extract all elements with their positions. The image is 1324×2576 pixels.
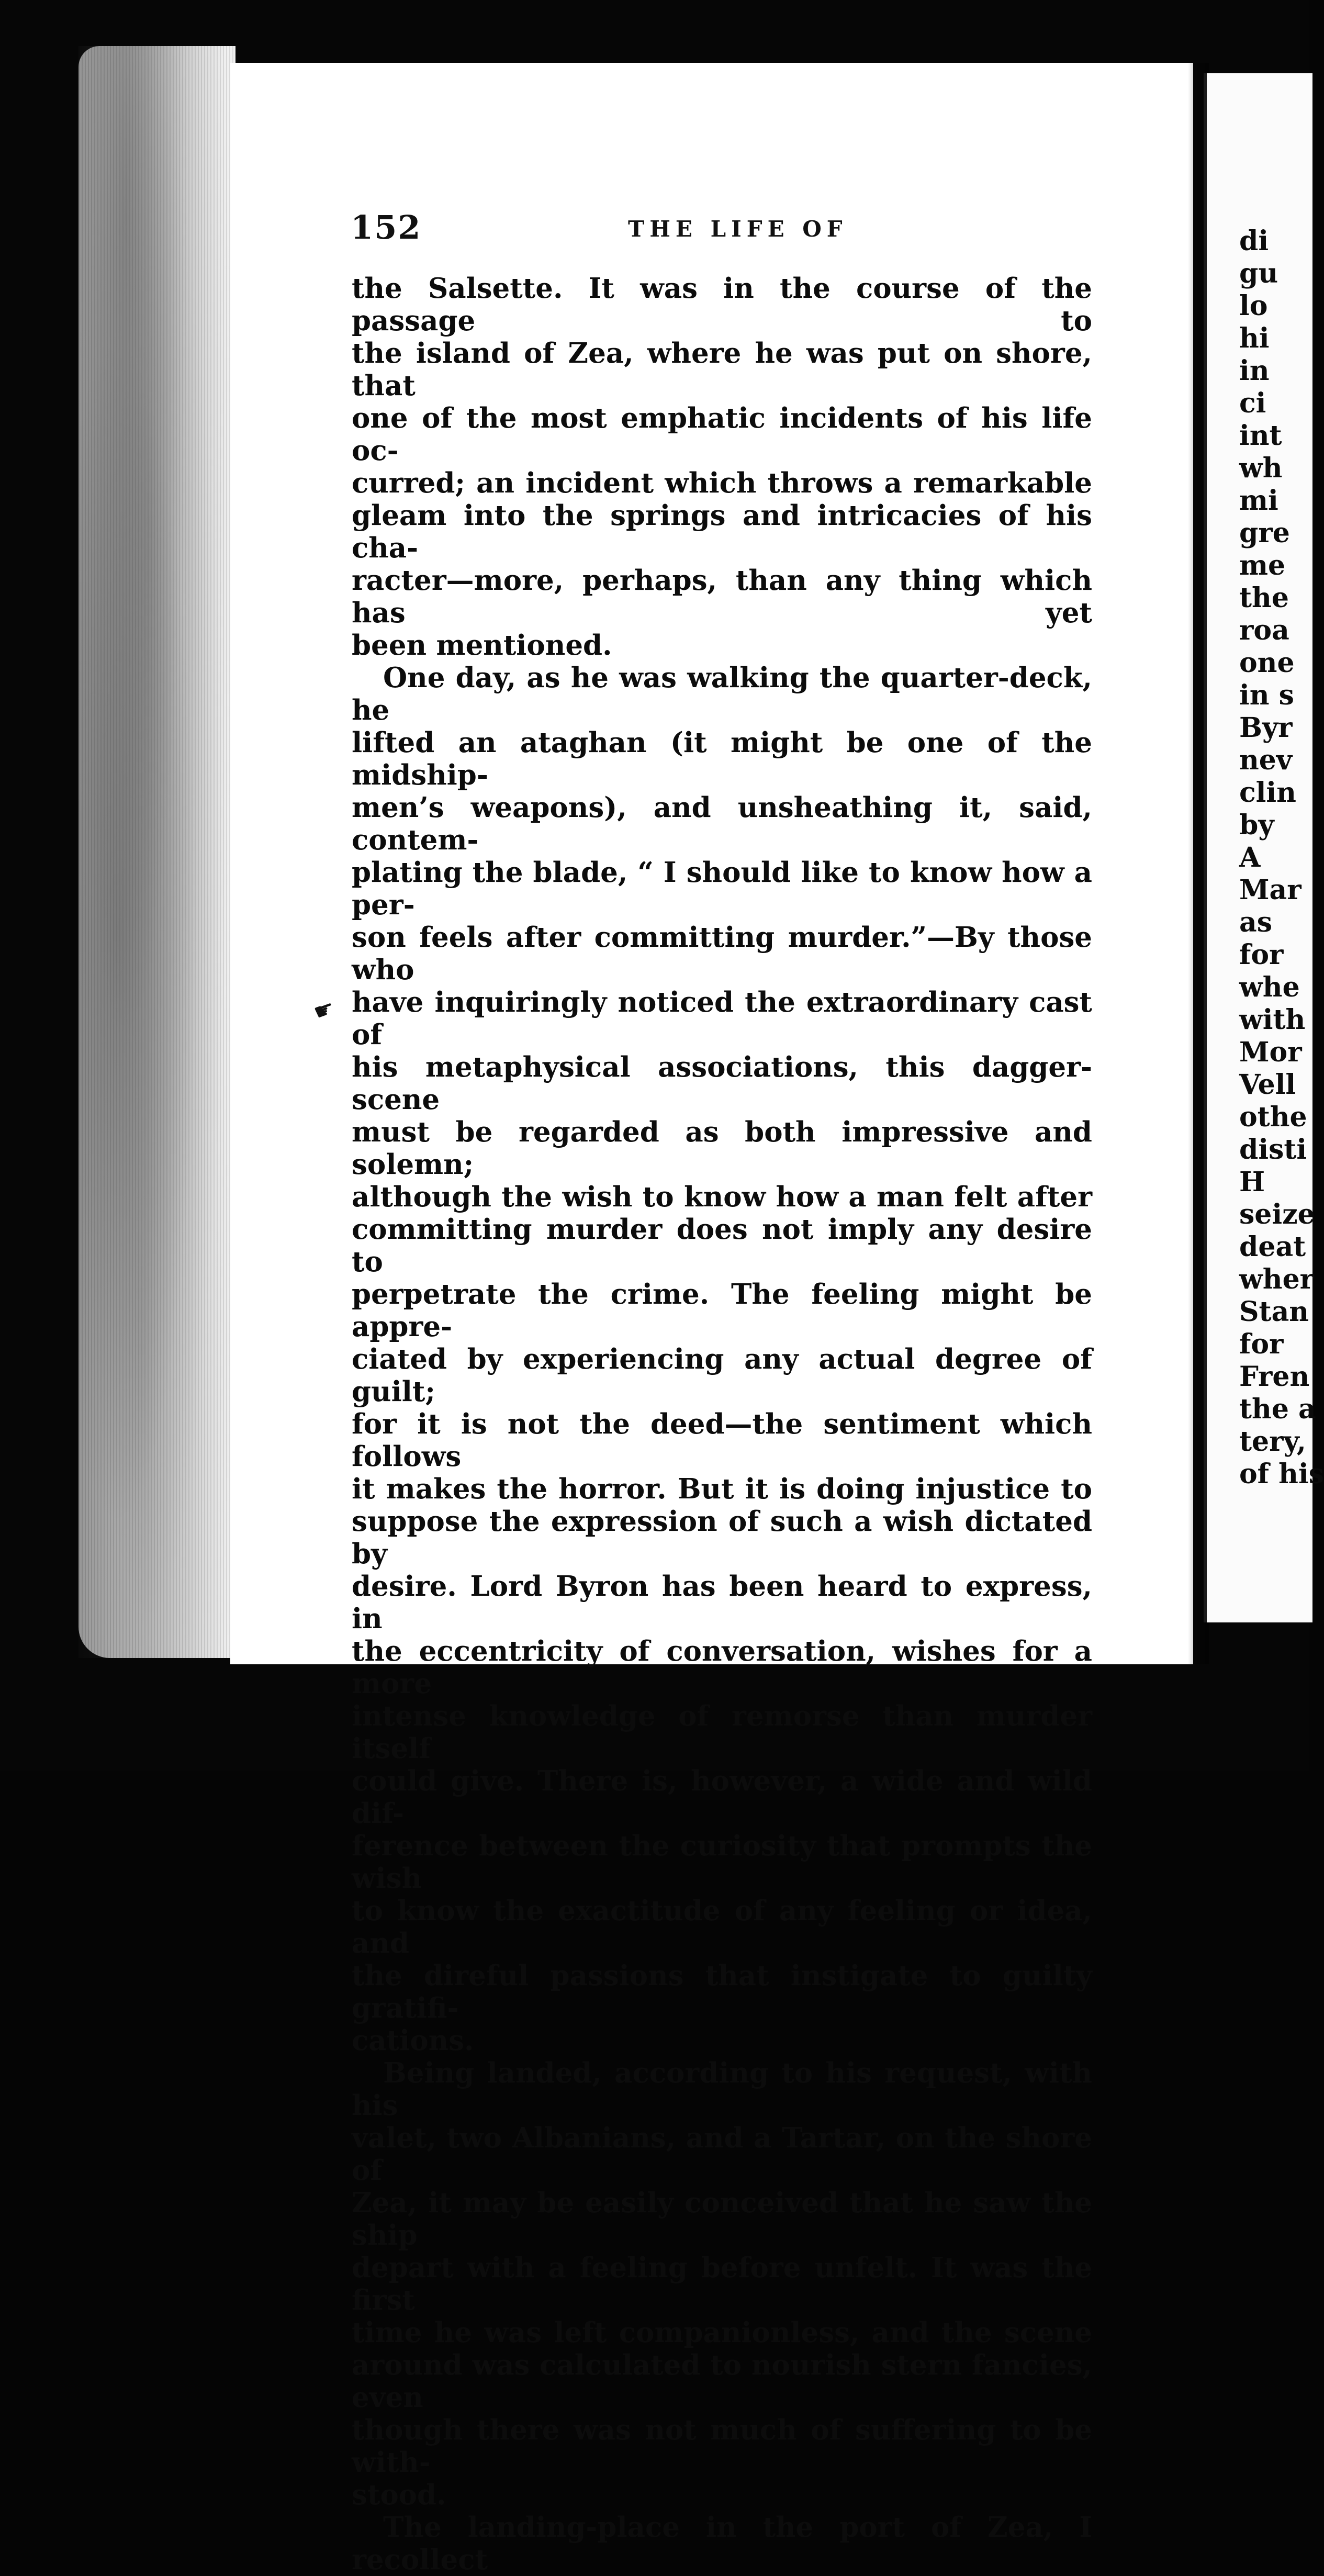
fragment-line: gu [1239,257,1278,289]
fragment-line: nev [1239,744,1293,776]
fragment-line: tery, [1239,1426,1306,1458]
text-line: the Salsette. It was in the course of the passage to [352,272,1092,337]
fragment-line: the a [1239,1393,1316,1425]
fragment-line: mi [1239,485,1278,517]
page-number: 152 [351,208,422,247]
fragment-line: int [1239,420,1282,452]
text-line: to know the exactitude of any feeling or idea, and [352,1895,1092,1959]
fragment-line: disti [1239,1134,1307,1166]
fragment-line: wher [1239,1263,1315,1295]
text-line: must be regarded as both impressive and solemn; [352,1116,1092,1181]
fragment-line: lo [1239,290,1268,322]
fragment-line: clin [1239,777,1296,809]
text-line: stood. [352,2479,446,2511]
text-line: racter—more, perhaps, than any thing which has yet [352,564,1092,629]
fragment-line: for [1239,939,1284,971]
text-line: have inquiringly noticed the extraordinary cast of [352,986,1092,1051]
fragment-line: as [1239,906,1272,938]
text-line: although the wish to know how a man felt after [352,1181,1092,1213]
text-line: the eccentricity of conversation, wishes for a more [352,1635,1092,1700]
fragment-line: A [1239,842,1261,873]
fragment-line: the [1239,582,1289,614]
fragment-line: ci [1239,387,1266,419]
text-line: depart with a feeling before unfelt. It was the first [352,2252,1092,2316]
margin-pointing-hand-icon: ☛ [310,994,339,1027]
fragment-line: Fren [1239,1361,1310,1393]
text-line: One day, as he was walking the quarter-deck, he [352,662,1092,726]
text-line: committing murder does not imply any desire to [352,1213,1092,1278]
text-line: suppose the expression of such a wish dictated by [352,1505,1092,1570]
text-line: ciated by experiencing any actual degree of guilt; [352,1343,1092,1408]
text-line: ference between the curiosity that prompts the wish [352,1830,1092,1895]
page-edges-mottle [78,46,235,1658]
fragment-line: by [1239,809,1274,841]
text-line: curred; an incident which throws a remarkable [352,467,1092,499]
fragment-line: me [1239,550,1286,581]
text-line: been mentioned. [352,629,612,662]
text-line: perpetrate the crime. The feeling might be appre- [352,1278,1092,1343]
fragment-line: for [1239,1328,1284,1360]
text-line: valet, two Albanians, and a Tartar, on the shore of [352,2122,1092,2187]
text-line: the island of Zea, where he was put on shore, that [352,337,1092,402]
fragment-line: whe [1239,971,1300,1003]
fragment-line: with [1239,1004,1306,1036]
text-line: his metaphysical associations, this dagger-scene [352,1051,1092,1116]
fragment-line: deat [1239,1231,1306,1263]
right-page-text-fragments [1239,225,1324,1491]
text-line: son feels after committing murder.”—By those who [352,921,1092,986]
text-line: gleam into the springs and intricacies of his cha- [352,499,1092,564]
text-line: The landing-place in the port of Zea, I recollect [352,2511,1092,2576]
text-line: around was calculated to nourish stern fancies, even [352,2349,1092,2414]
fragment-line: Stan [1239,1296,1309,1328]
fragment-line: hi [1239,322,1270,354]
text-line: could give. There is, however, a wide and wild dif- [352,1765,1092,1830]
text-line: desire. Lord Byron has been heard to express, in [352,1570,1092,1635]
text-line: lifted an ataghan (it might be one of the midship- [352,726,1092,791]
text-line: one of the most emphatic incidents of his life oc- [352,402,1092,467]
text-line: though there was not much of suffering to be with- [352,2414,1092,2479]
text-line: Zea, it may be easily conceived that he saw the ship [352,2187,1092,2252]
page-edges [78,46,235,1658]
body-text [352,272,1092,2576]
fragment-line: H [1239,1166,1265,1198]
fragment-line: in s [1239,679,1294,711]
fragment-line: gre [1239,517,1290,549]
fragment-line: othe [1239,1101,1307,1133]
text-line: it makes the horror. But it is doing injustice to [352,1473,1092,1505]
fragment-line: wh [1239,452,1283,484]
left-page [230,63,1193,2576]
fragment-line: Byr [1239,712,1293,744]
running-head [230,204,1193,251]
fragment-line: in [1239,355,1270,387]
fragment-line: roa [1239,614,1289,646]
fragment-line: Vell [1239,1069,1296,1101]
fragment-line: seize [1239,1199,1315,1230]
text-line: Being landed, according to his request, with his [352,2057,1092,2122]
text-line: men’s weapons), and unsheathing it, said, contem- [352,791,1092,856]
fragment-line: of his [1239,1458,1324,1490]
fragment-line: Mor [1239,1036,1302,1068]
fragment-line: one [1239,647,1295,679]
fragment-line: di [1239,225,1269,257]
text-line: for it is not the deed—the sentiment which follows [352,1408,1092,1473]
text-line: cations. [352,2024,474,2057]
running-title: THE LIFE OF [628,216,848,242]
text-line: the direful passions that instigate to guilty gratifi- [352,1959,1092,2024]
text-line: intense knowledge of remorse than murder itself [352,1700,1092,1765]
text-line: time he was left companionless, and the scene [352,2316,1092,2349]
text-line: plating the blade, “ I should like to know how a per- [352,856,1092,921]
fragment-line: Mar [1239,874,1301,906]
